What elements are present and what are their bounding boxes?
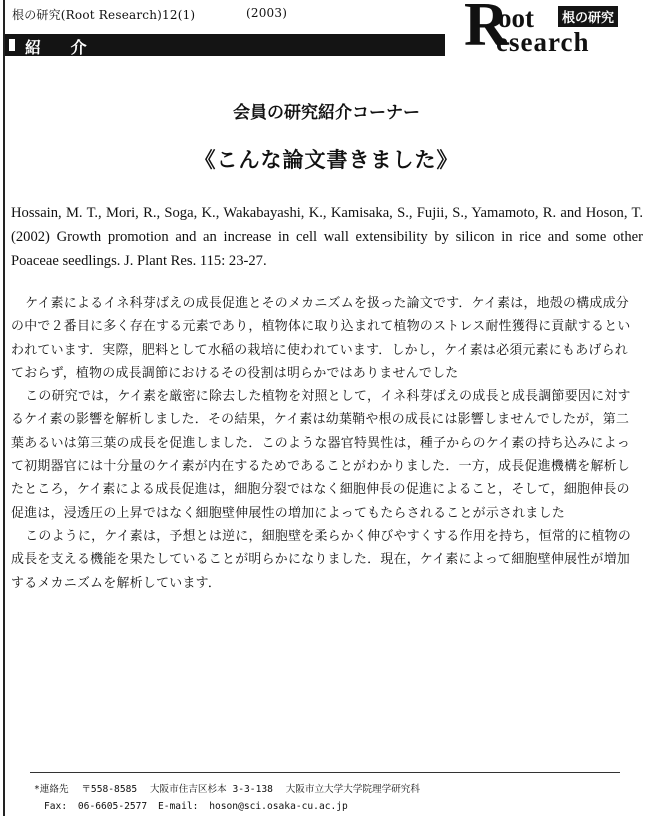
- journal-name: 根の研究(Root Research)12(1): [12, 8, 196, 22]
- logo-oot: oot: [498, 3, 534, 33]
- paragraph-3: このように，ケイ素は，予想とは逆に，細胞壁を柔らかく伸びやすくする作用を持ち，恒常的に植物の成長を支える機能を果たしていることが明らかになりました．現在，ケイ素によって細胞壁伸展性が増加するメカニズムを解析しています．: [11, 528, 632, 591]
- body-text: [11, 292, 639, 595]
- logo-big-r: R: [464, 0, 509, 59]
- contact-label: *連絡先: [34, 784, 69, 795]
- postal-code: 〒558-8585: [81, 784, 138, 795]
- root-research-logo: [462, 2, 648, 58]
- logo-esearch: esearch: [496, 27, 590, 57]
- footer-divider: [30, 772, 620, 773]
- section-label: 紹 介: [25, 38, 99, 57]
- section-bar: [5, 34, 445, 56]
- journal-reference: [12, 6, 288, 23]
- email-label: E-mail:: [157, 801, 199, 812]
- logo-japanese-title: 根の研究: [558, 6, 618, 27]
- paper-citation: Hossain, M. T., Mori, R., Soga, K., Wakabayashi, K., Kamisaka, S., Fujii, S., Yamamoto, R. and Hoson, T. (2002) Growth promotion and an increase in cell wall extensibility by silicon in rice and some other Poaceae seedlings. J. Plant Res. 115: 23-27.: [11, 205, 643, 269]
- corner-title: 会員の研究紹介コーナー: [233, 103, 420, 123]
- journal-year: (2003): [246, 6, 288, 20]
- fax-label: Fax:: [44, 801, 68, 812]
- contact-footer: [34, 781, 427, 815]
- section-marker: [9, 39, 15, 51]
- email-address: hoson@sci.osaka-cu.ac.jp: [209, 801, 348, 812]
- address: 大阪市住吉区杉本 3-3-138: [149, 784, 273, 795]
- fax-number: 06-6605-2577: [77, 801, 148, 812]
- paragraph-2: この研究では，ケイ素を厳密に除去した植物を対照として，イネ科芽ばえの成長と成長調節要因に対するケイ素の影響を解析しました．その結果，ケイ素は幼葉鞘や根の成長には影響しませんでしたが，第二葉あるいは第三葉の成長を促進しました．このような器官特異性は，種子からのケイ素の持ち込みによって初期器官には十分量のケイ素が内在するためであることがわかりました．一方，成長促進機構を解析したところ，ケイ素による成長促進は，細胞分裂ではなく細胞伸長の促進によること，そして，細胞伸長の促進は，浸透圧の上昇ではなく細胞壁伸展性の増加によってもたらされることが示されました: [11, 389, 631, 521]
- paragraph-1: ケイ素によるイネ科芽ばえの成長促進とそのメカニズムを扱った論文です．ケイ素は，地殻の構成成分の中で２番目に多く存在する元素であり，植物体に取り込まれて植物のストレス耐性獲得に貢献するといわれています．実際，肥料として水稲の栽培に使われています．しかし，ケイ素は必須元素にもあげられておらず，植物の成長調節におけるその役割は明らかではありませんでした: [11, 296, 631, 381]
- main-title: 《こんな論文書きました》: [194, 148, 459, 172]
- affiliation: 大阪市立大学大学院理学研究科: [285, 784, 420, 795]
